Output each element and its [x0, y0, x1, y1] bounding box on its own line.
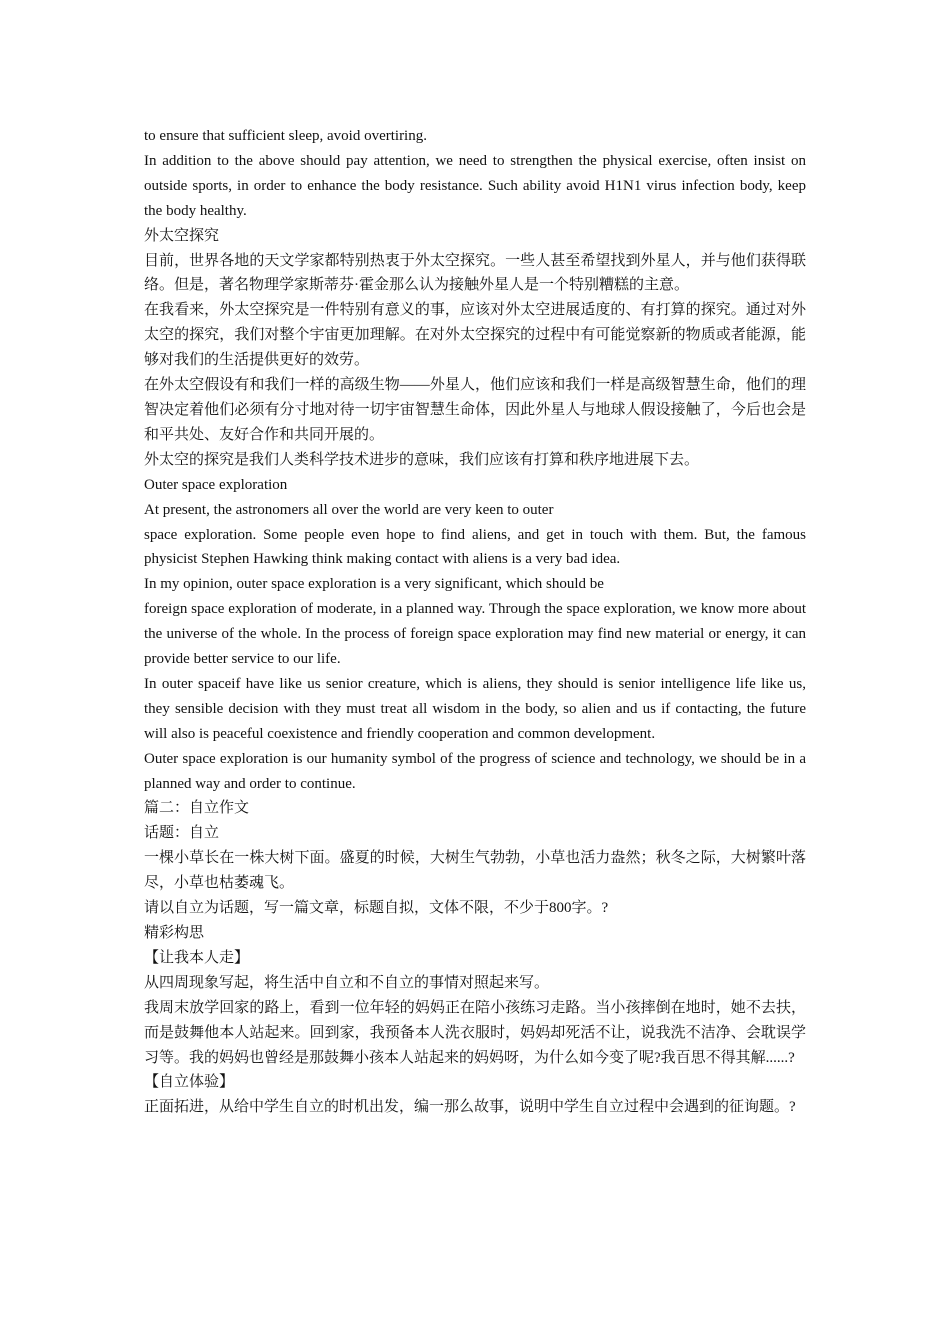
paragraph-cn-3: 在外太空假设有和我们一样的高级生物——外星人，他们应该和我们一样是高级智慧生命，他们的理智决定着他们必须有分寸地对待一切宇宙智慧生命体，因此外星人与地球人假设接触了，今后也会是和平共处、友好合作和共同开展的。	[144, 377, 806, 443]
paragraph-grass-tree: 一棵小草长在一株大树下面。盛夏的时候，大树生气勃勃，小草也活力盎然；秋冬之际，大树繁叶落尽，小草也枯萎魂飞。	[144, 850, 806, 892]
paragraph-physical-exercise: In addition to the above should pay attention, we need to strengthen the physical exercise, often insist on outside sports, in order to enhance the body resistance. Such ability avoid H1N1 virus infection body, keep the body healthy.	[144, 152, 806, 219]
section-heading-outer-space-en: Outer space exploration	[144, 476, 288, 493]
section-heading-zili: 篇二：自立作文	[144, 800, 250, 817]
paragraph-en-1b: space exploration. Some people even hope to find aliens, and get in touch with them. But, the famous physicist Stephen Hawking think making contact with aliens is a very bad idea.	[144, 526, 806, 568]
paragraph-en-2a: In my opinion, outer space exploration is a very significant, which should be	[144, 576, 604, 593]
section-heading-outer-space-cn: 外太空探究	[144, 227, 220, 244]
paragraph-cn-4: 外太空的探究是我们人类科学技术进步的意味，我们应该有打算和秩序地进展下去。	[144, 451, 700, 468]
paragraph-story-1: 我周末放学回家的路上，看到一位年轻的妈妈正在陪小孩练习走路。当小孩摔倒在地时，她不去扶，而是鼓舞他本人站起来。回到家，我预备本人洗衣服时，妈妈却死活不让，说我洗不洁净、会耽误学习等。我的妈妈也曾经是那鼓舞小孩本人站起来的妈妈呀，为什么如今变了呢?我百思不得其解......?	[144, 999, 806, 1066]
subheading-ideas: 精彩构思	[144, 925, 205, 941]
paragraph-sleep-advice: to ensure that sufficient sleep, avoid overtiring.	[144, 128, 427, 144]
document-page	[144, 124, 806, 1120]
subheading-self-reliance-experience: 【自立体验】	[144, 1074, 235, 1091]
paragraph-en-2b: foreign space exploration of moderate, in a planned way. Through the space exploration, we know more about the universe of the whole. In the process of foreign space exploration may find new material or energy, it can provide better service to our life.	[144, 601, 806, 668]
paragraph-approach-2: 正面拓进，从给中学生自立的时机出发，编一那么故事，说明中学生自立过程中会遇到的征询题。?	[144, 1099, 796, 1116]
paragraph-en-4: Outer space exploration is our humanity symbol of the progress of science and technology, we should be in a planned way and order to continue.	[144, 750, 806, 792]
topic-line: 话题：自立	[144, 825, 220, 842]
paragraph-cn-1: 目前，世界各地的天文学家都特别热衷于外太空探究。一些人甚至希望找到外星人，并与他们获得联络。但是，著名物理学家斯蒂芬·霍金那么认为接触外星人是一个特别糟糕的主意。	[144, 252, 806, 294]
subheading-let-me-walk: 【让我本人走】	[144, 949, 250, 966]
paragraph-cn-2: 在我看来，外太空探究是一件特别有意义的事，应该对外太空进展适度的、有打算的探究。通过对外太空的探究，我们对整个宇宙更加理解。在对外太空探究的过程中有可能觉察新的物质或者能源，能够对我们的生活提供更好的效劳。	[144, 302, 806, 369]
paragraph-assignment: 请以自立为话题，写一篇文章，标题自拟，文体不限，不少于800字。?	[144, 900, 609, 917]
paragraph-approach-1: 从四周现象写起，将生活中自立和不自立的事情对照起来写。	[144, 974, 550, 991]
paragraph-en-1a: At present, the astronomers all over the world are very keen to outer	[144, 501, 554, 518]
paragraph-en-3: In outer spaceif have like us senior creature, which is aliens, they should is senior intelligence life like us, they sensible decision with they must treat all wisdom in the body, so alien and us if contacting, the future will also is peaceful coexistence and friendly cooperation and common development.	[144, 675, 806, 742]
